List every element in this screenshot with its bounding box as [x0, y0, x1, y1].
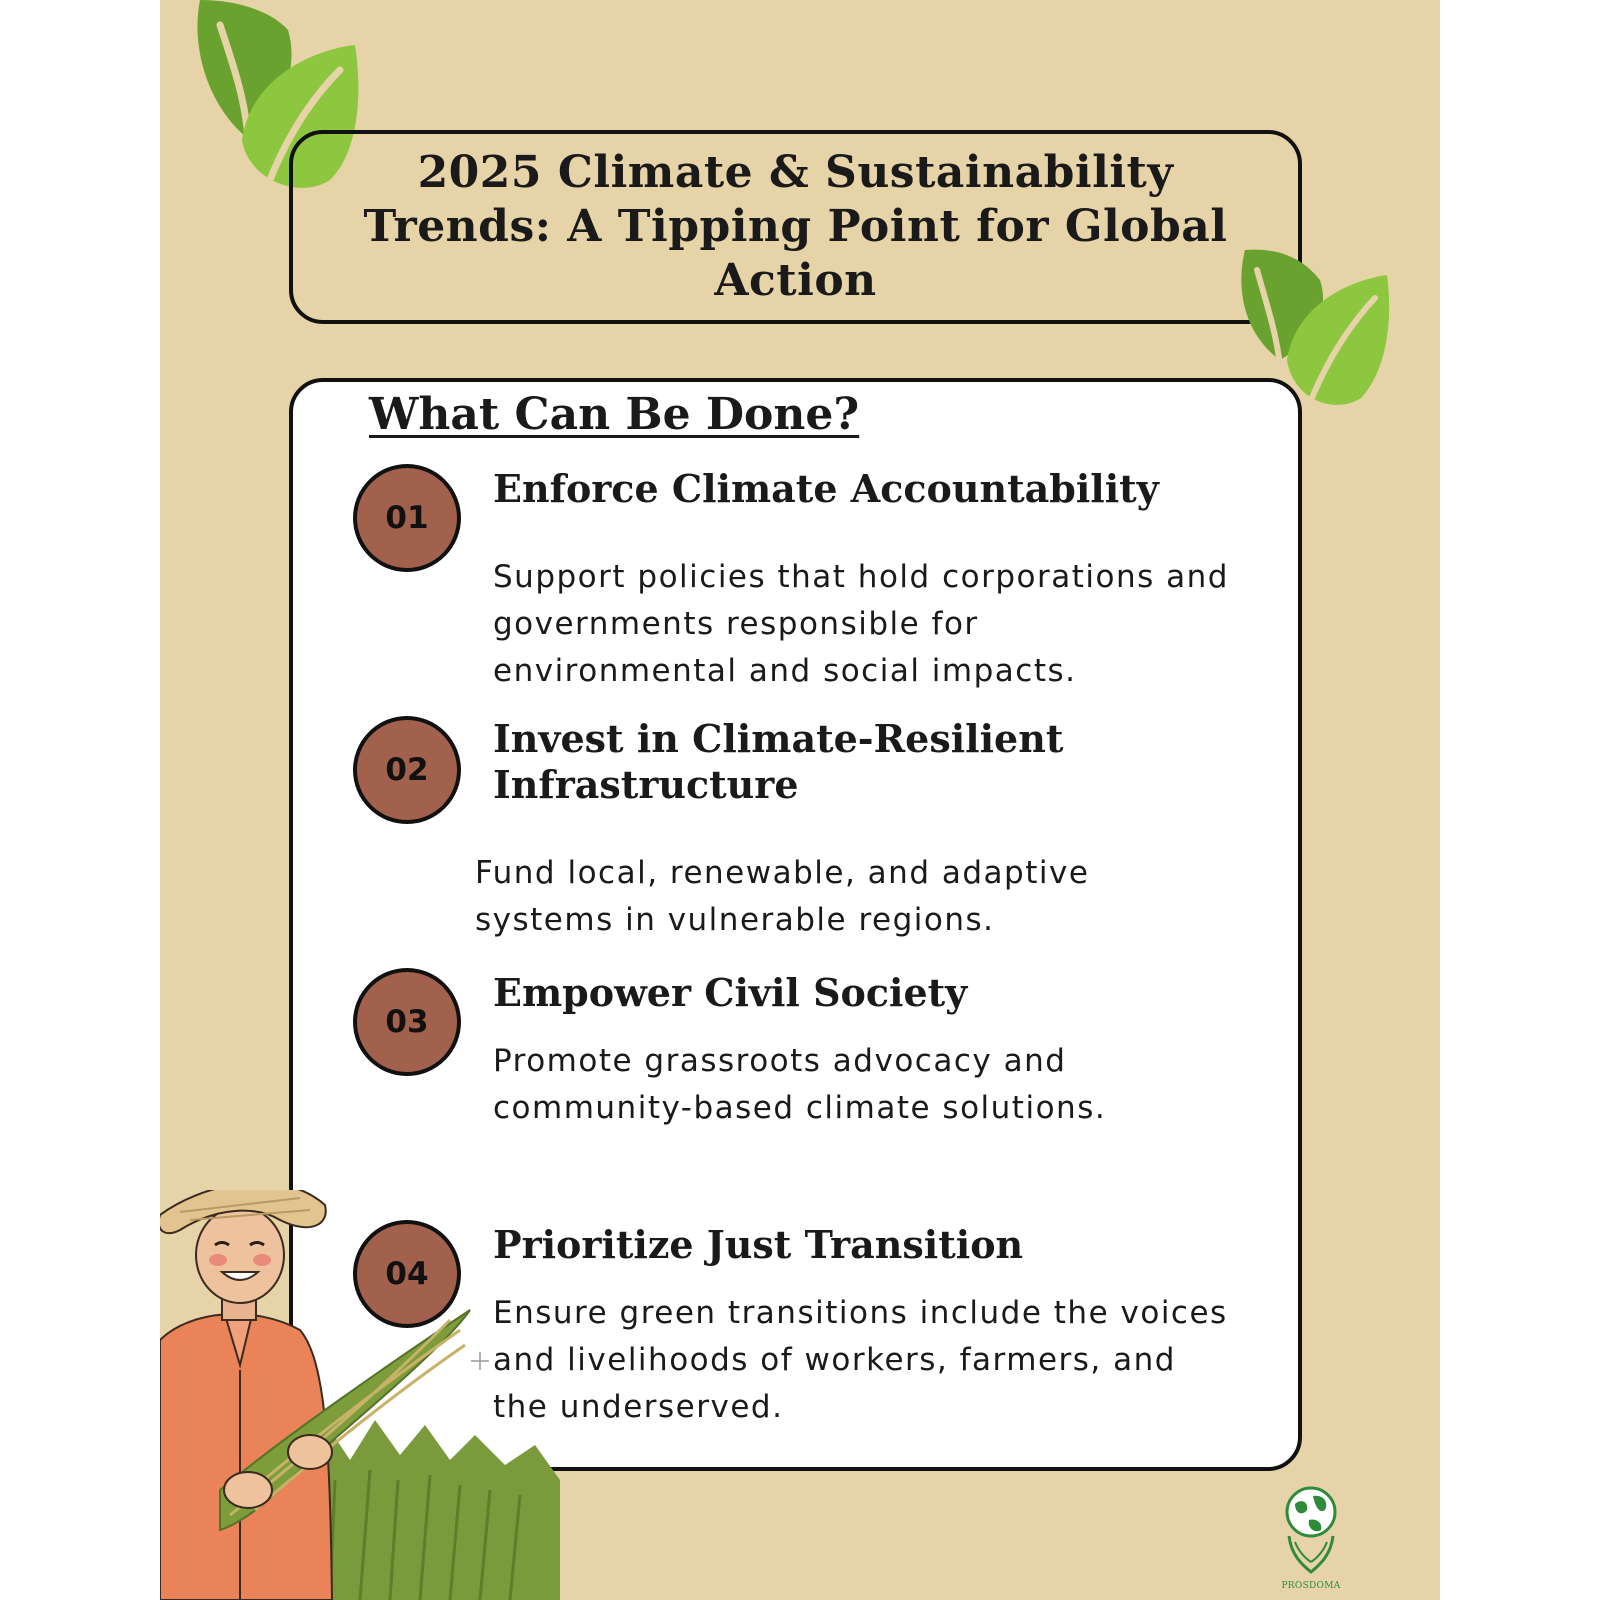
item-title-03: Empower Civil Society	[493, 970, 968, 1015]
item-description-01: Support policies that hold corporations and governments responsible for environmental and social impacts.	[493, 559, 1229, 689]
logo-label: PROSDOMA	[1281, 1581, 1341, 1591]
number-badge-02: 02	[353, 716, 461, 824]
item-description-04: Ensure green transitions include the voices and livelihoods of workers, farmers, and the underserved.	[493, 1295, 1228, 1425]
section-heading: What Can Be Done?	[369, 389, 860, 440]
number-badge-01: 01	[353, 464, 461, 572]
item-title-01: Enforce Climate Accountability	[493, 466, 1159, 511]
prosdoma-logo	[1278, 1484, 1344, 1591]
item-title-04: Prioritize Just Transition	[493, 1222, 1024, 1267]
item-description-03: Promote grassroots advocacy and community-based climate solutions.	[493, 1043, 1107, 1126]
farmer-with-rice-illustration	[160, 1190, 570, 1600]
number-badge-04: 04	[353, 1220, 461, 1328]
item-title-02: Invest in Climate-Resilient Infrastructure	[493, 716, 1064, 807]
globe-hands-icon	[1281, 1484, 1341, 1580]
page-title: 2025 Climate & Sustainability Trends: A Tipping Point for Global Action	[363, 147, 1228, 306]
poster	[160, 0, 1440, 1600]
number-badge-03: 03	[353, 968, 461, 1076]
item-description-02: Fund local, renewable, and adaptive systems in vulnerable regions.	[475, 855, 1090, 938]
title-box	[289, 130, 1302, 324]
